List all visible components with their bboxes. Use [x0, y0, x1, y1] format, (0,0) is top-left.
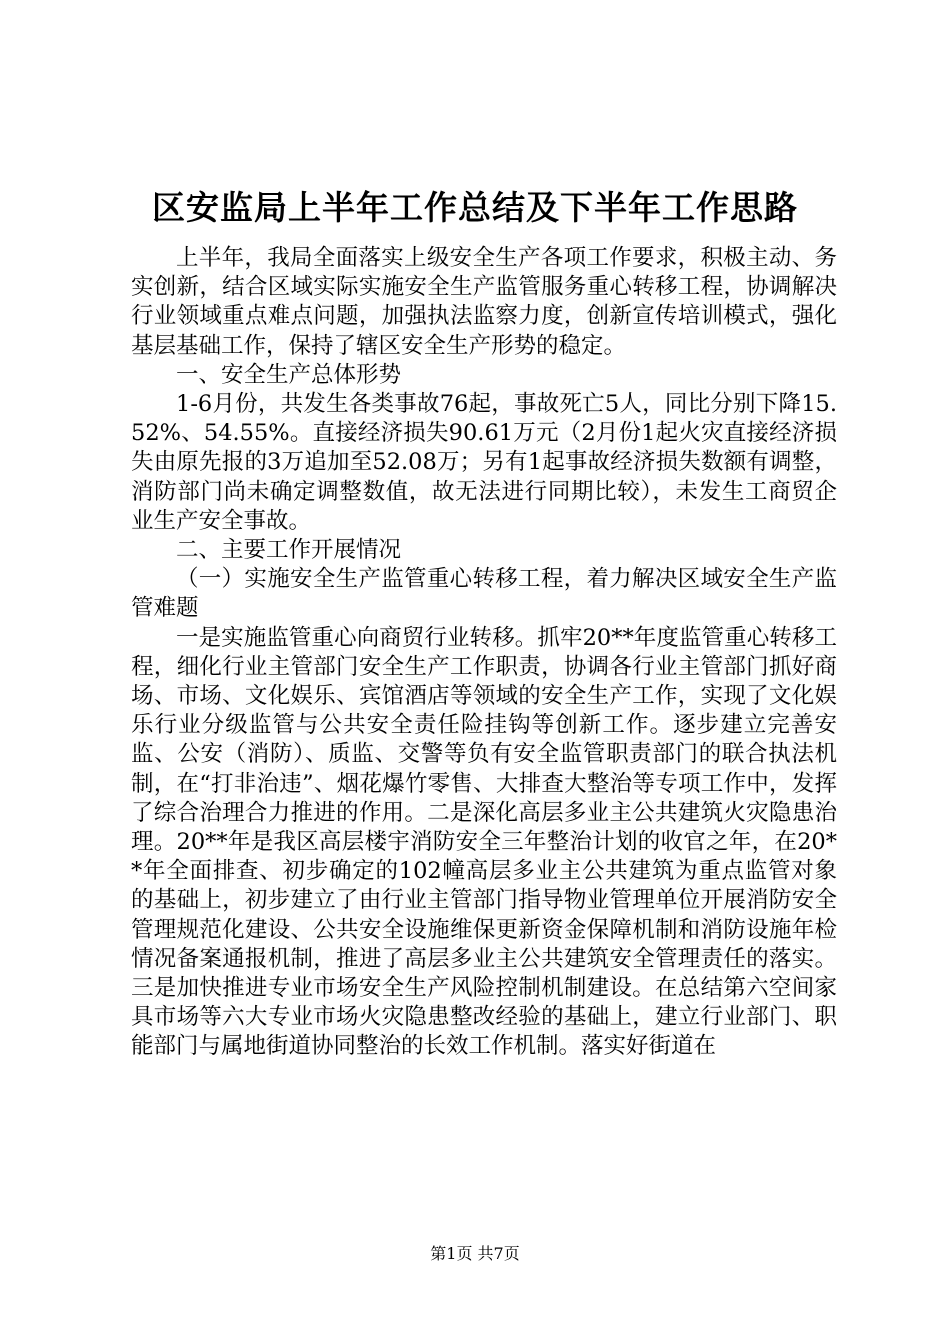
section-heading-1: 一、安全生产总体形势 — [176, 361, 402, 388]
paragraph-work-details: 一是实施监管重心向商贸行业转移。抓牢20**年度监管重心转移工程，细化行业主管部门安全生产工作职责，协调各行业主管部门抓好商场、市场、文化娱乐、宾馆酒店等领域的安全生产工作，实现了文化娱乐行业分级监管与公共安全责任险挂钩等创新工作。逐步建立完善安监、公安（消防）、质监、交警等负有安全监管职责部门的联合执法机制，在“打非治违”、烟花爆竹零售、大排查大整治等专项工作中，发挥了综合治理合力推进的作用。二是深化高层多业主公共建筑火灾隐患治理。20**年是我区高层楼宇消防安全三年整治计划的收官之年，在20**年全面排查、初步确定的102幢高层多业主公共建筑为重点监管对象的基础上，初步建立了由行业主管部门指导物业管理单位开展消防安全管理规范化建设、公共安全设施维保更新资金保障机制和消防设施年检情况备案通报机制，推进了高层多业主公共建筑安全管理责任的落实。三是加快推进专业市场安全生产风险控制机制建设。在总结第六空间家具市场等六大专业市场火灾隐患整改经验的基础上，建立行业部门、职能部门与属地街道协同整治的长效工作机制。落实好街道在 — [131, 624, 837, 1060]
section-heading-2: 二、主要工作开展情况 — [176, 537, 402, 564]
subsection-heading-1: （一）实施安全生产监管重心转移工程，着力解决区域安全生产监管难题 — [131, 566, 837, 622]
paragraph-intro: 上半年，我局全面落实上级安全生产各项工作要求，积极主动、务实创新，结合区域实际实施安全生产监管服务重心转移工程，协调解决行业领域重点难点问题，加强执法监察力度，创新宣传培训模式，强化基层基础工作，保持了辖区安全生产形势的稳定。 — [131, 245, 837, 359]
page-number-footer: 第1页 共7页 — [430, 1244, 520, 1263]
paragraph-situation: 1-6月份，共发生各类事故76起，事故死亡5人，同比分别下降15.52%、54.55%。直接经济损失90.61万元（2月份1起火灾直接经济损失由原先报的3万追加至52.08万；另有1起事故经济损失数额有调整，消防部门尚未确定调整数值，故无法进行同期比较），未发生工商贸企业生产安全事故。 — [131, 391, 837, 534]
document-body — [131, 244, 837, 1062]
document-title: 区安监局上半年工作总结及下半年工作思路 — [152, 188, 798, 227]
